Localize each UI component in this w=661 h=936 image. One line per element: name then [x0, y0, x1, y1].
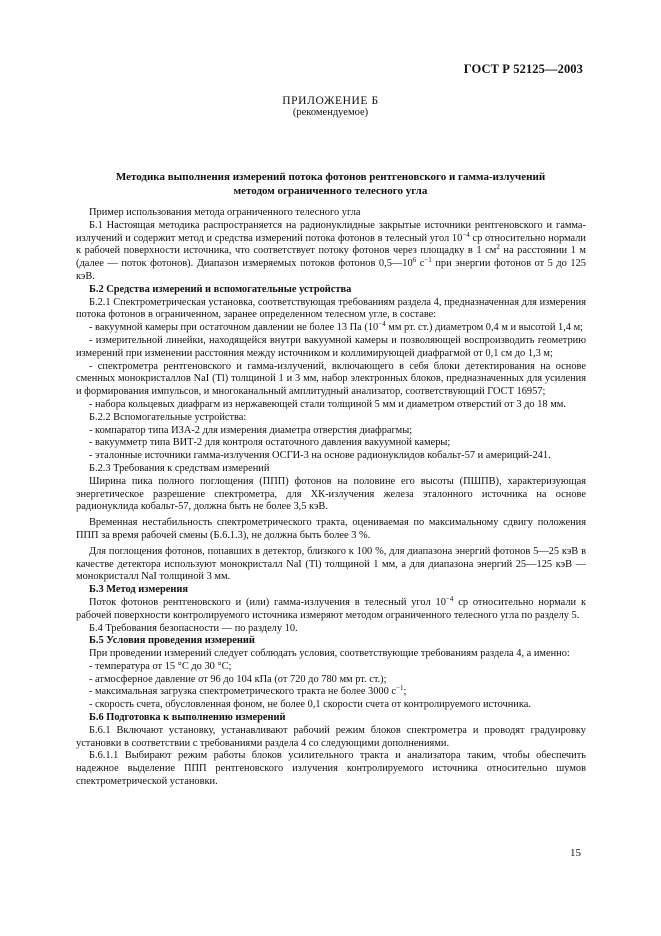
paragraph: Б.2.3 Требования к средствам измерений	[89, 462, 270, 474]
method-title-line-2: методом ограниченного телесного угла	[233, 185, 428, 197]
paragraph: - температура от 15 °С до 30 °С;	[89, 660, 232, 672]
paragraph: - измерительной линейки, находящейся внутри вакуумной камеры и позволяющей воспроизводить геометрию измерений при изменении расстояния между источником и коллимирующей диафрагмой от 0,1 см до 1,3 м;	[76, 334, 586, 359]
standard-header: ГОСТ Р 52125—2003	[463, 62, 583, 76]
paragraph: Б.2.1 Спектрометрическая установка, соответствующая требованиям раздела 4, предназначенная для измерения потока фотонов в ограниченном, заранее определенном телесном угле, в составе:	[76, 296, 586, 321]
method-title	[100, 170, 561, 198]
text-run: - максимальная загрузка спектрометрического тракта не более 3000 с	[89, 686, 397, 698]
paragraph: - эталонные источники гамма-излучения ОСГИ-3 на основе радионуклидов кобальт-57 и америций-241.	[89, 450, 551, 462]
text-run: - вакуумной камеры при остаточном давлении не более 13 Па (10	[89, 322, 379, 334]
appendix-heading	[0, 95, 661, 119]
paragraph: - набора кольцевых диафрагм из нержавеющей стали толщиной 5 мм и диаметром отверстий от 3 до 18 мм.	[89, 398, 566, 410]
paragraph: - вакуумметр типа ВИТ-2 для контроля остаточного давления вакуумной камеры;	[89, 437, 451, 449]
paragraph: - атмосферное давление от 96 до 104 кПа (от 720 до 780 мм рт. ст.);	[89, 673, 387, 685]
text-run: Поток фотонов рентгеновского и (или) гамма-излучения в телесный угол 10	[89, 596, 446, 608]
superscript: −4	[445, 594, 454, 603]
section-heading: Б.5 Условия проведения измерений	[89, 635, 255, 647]
paragraph	[76, 686, 586, 699]
paragraph: Временная нестабильность спектрометрического тракта, оцениваемая по максимальному сдвигу положения ППП за время рабочей смены (Б.6.1.3), не должна быть более 3 %.	[76, 517, 586, 541]
text-run: ср относительно нормали к рабочей поверхности источника, что соответствует потоку фотонов через площадку в 1 см	[76, 232, 586, 257]
paragraph: Б.6.1 Включают установку, устанавливают рабочий режим блоков спектрометра и проводят градуировку установки в соответствии с требованиями раздела 4 со следующими дополнениями.	[76, 724, 586, 749]
paragraph	[76, 220, 586, 284]
paragraph	[76, 594, 586, 623]
superscript: 6	[412, 256, 417, 265]
appendix-title: ПРИЛОЖЕНИЕ Б	[282, 95, 379, 107]
section-heading: Б.3 Метод измерения	[89, 584, 188, 596]
section-heading: Б.2 Средства измерений и вспомогательные устройства	[89, 283, 352, 295]
superscript: −1	[424, 256, 432, 265]
superscript: −4	[462, 230, 470, 239]
text-run: при энергии фотонов от 5 до 125 кэВ.	[76, 258, 586, 282]
paragraph	[76, 322, 586, 335]
body-text	[76, 207, 586, 789]
paragraph: Ширина пика полного поглощения (ППП) фотонов на половине его высоты (ПШПВ), характеризующая энергетическое разрешение спектрометра, для ХК-излучения железа эталонного источника на основе радионуклида кобальт-57, должна быть не более 3,5 кэВ.	[76, 475, 586, 513]
text-run: ;	[403, 686, 407, 698]
paragraph: При проведении измерений следует соблюдать условия, соответствующие требованиям раздела 4, а именно:	[89, 648, 570, 660]
text-run: с	[416, 258, 425, 270]
paragraph: - спектрометра рентгеновского и гамма-излучений, включающего в себя блоки детектирования на основе сменных монокристаллов NaI (Tl) толщиной 1 и 3 мм, набор электронных блоков, предназначенных для усиления и формирования импульсов, и многоканальный амплитудный анализатор, соответствующий ГОСТ 16957;	[76, 360, 586, 398]
paragraph: Пример использования метода ограниченного телесного угла	[89, 207, 361, 218]
superscript: −1	[396, 684, 404, 693]
text-run: мм рт. ст.) диаметром 0,4 м и высотой 1,4 м;	[385, 322, 584, 334]
paragraph: - скорость счета, обусловленная фоном, не более 0,1 скорости счета от контролируемого источника.	[89, 699, 531, 711]
section-heading: Б.6 Подготовка к выполнению измерений	[89, 712, 286, 724]
text-run: ср относительно нормали к рабочей поверхности контролируемого источника измеряют методом ограниченного телесного угла по разделу 5.	[76, 596, 586, 621]
superscript: 2	[496, 243, 500, 252]
text-run: Б.1 Настоящая методика распространяется на радионуклидные закрытые источники рентгеновского и гамма-излучений и содержит метод и средства измерений потока фотонов в телесный угол 10	[76, 219, 586, 244]
paragraph: Для поглощения фотонов, попавших в детектор, близкого к 100 %, для диапазона энергий фотонов 5—25 кэВ в качестве детектора используют монокристалл NaI (Tl) толщиной 1 мм, а для диапазона энергий 25—125 кэВ — монокристалл NaI толщиной 3 мм.	[76, 545, 586, 583]
paragraph: Б.2.2 Вспомогательные устройства:	[89, 411, 247, 423]
paragraph: Б.6.1.1 Выбирают режим работы блоков усилительного тракта и анализатора таким, чтобы обеспечить надежное выделение ППП рентгеновского излучения контролируемого источника относительно шумов спектрометрической установки.	[76, 750, 586, 788]
method-title-line-1: Методика выполнения измерений потока фотонов рентгеновского и гамма-излучений	[115, 171, 546, 183]
text-run: на расстоянии 1 м (далее — поток фотонов). Диапазон измеряемых потоков фотонов 0,5—10	[76, 245, 586, 270]
paragraph: Б.4 Требования безопасности — по разделу 10.	[89, 622, 298, 634]
paragraph: - компаратор типа ИЗА-2 для измерения диаметра отверстия диафрагмы;	[89, 424, 413, 436]
superscript: −4	[378, 320, 386, 329]
page-number: 15	[570, 847, 581, 859]
appendix-subtitle: (рекомендуемое)	[292, 107, 369, 118]
